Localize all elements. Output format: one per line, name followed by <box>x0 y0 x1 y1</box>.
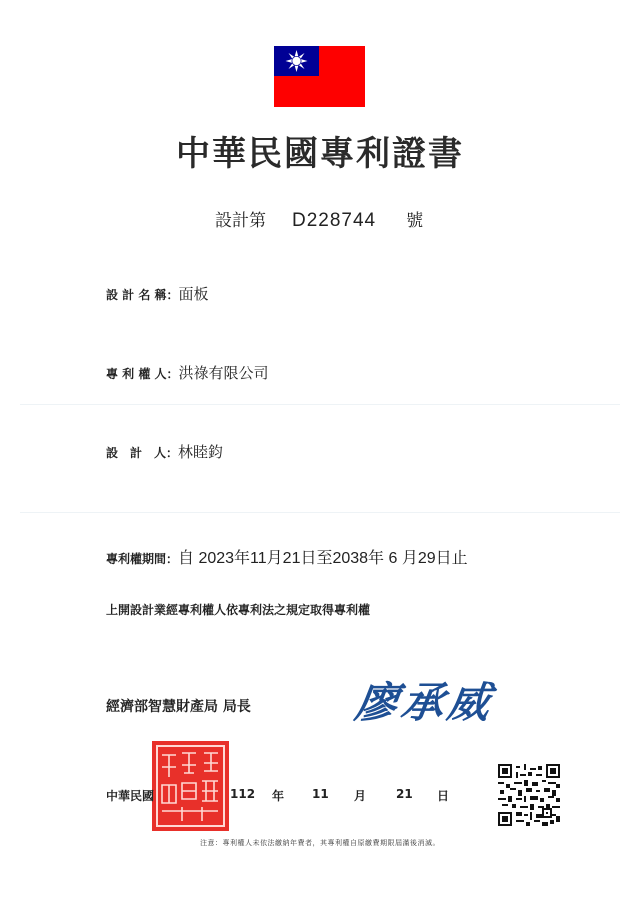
design-name-label: 設 計 名 稱： <box>106 288 179 302</box>
issue-year-unit: 年 <box>272 789 285 803</box>
issue-day: 21 <box>396 787 413 801</box>
issuing-office: 經濟部智慧財產局 局長 <box>106 699 251 715</box>
design-name-row <box>106 283 209 304</box>
patent-number-label: 設計第 <box>215 211 266 231</box>
issue-month: 11 <box>312 787 329 801</box>
flag-icon <box>274 46 365 107</box>
patentee-label: 專 利 權 人： <box>106 367 179 381</box>
patentee-row <box>106 362 269 383</box>
issue-date <box>106 787 486 807</box>
grant-statement: 上開設計業經專利權人依專利法之規定取得專利權 <box>106 603 371 617</box>
patentee-value: 洪祿有限公司 <box>178 364 269 382</box>
issue-year: 112 <box>230 787 256 801</box>
patent-term-row <box>106 545 468 568</box>
seal-icon <box>152 741 229 831</box>
certificate-title: 中華民國專利證書 <box>176 134 464 174</box>
patent-number-suffix: 號 <box>406 211 424 231</box>
designer-label: 設 計 人： <box>106 446 179 460</box>
patent-term-label: 專利權期間： <box>106 552 179 566</box>
issue-month-unit: 月 <box>354 789 367 803</box>
designer-value: 林睦鈞 <box>178 443 224 461</box>
design-name-value: 面板 <box>178 285 209 303</box>
issue-day-unit: 日 <box>437 789 450 803</box>
qr-code-icon <box>498 764 560 826</box>
issue-date-prefix: 中華民國 <box>106 789 155 803</box>
fee-notice: 注意：專利權人未依法繳納年費者，其專利權自原繳費期限屆滿後消滅。 <box>200 839 440 847</box>
patent-term-value: 自 2023年11月21日至2038年 6 月29日止 <box>178 550 468 567</box>
patent-number-line <box>215 206 423 232</box>
director-signature: 廖承威 <box>352 678 498 727</box>
patent-number: D228744 <box>292 210 377 231</box>
designer-row <box>106 441 223 462</box>
